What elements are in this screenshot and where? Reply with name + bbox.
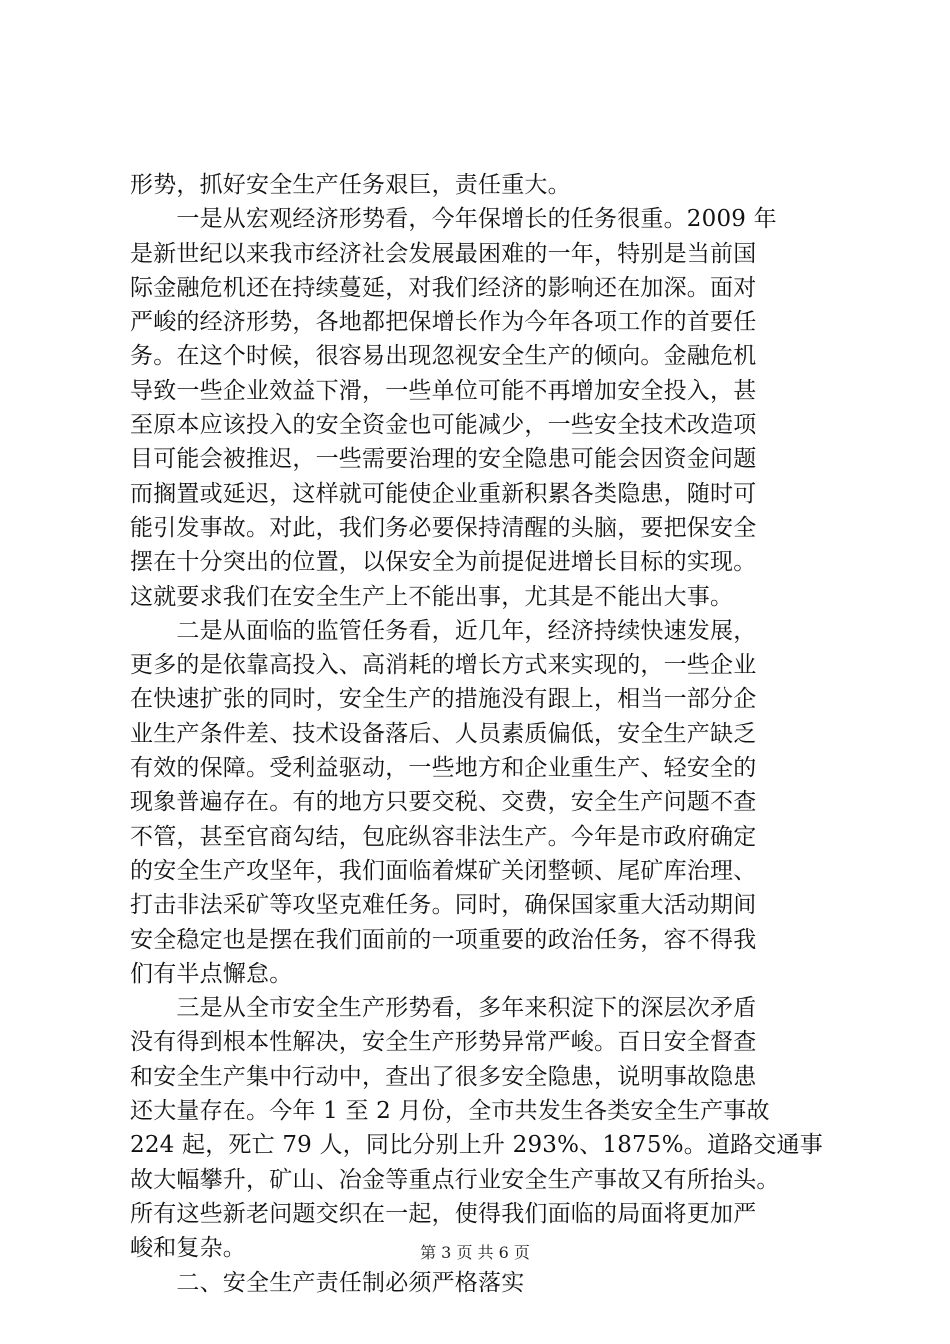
text-line: 所有这些新老问题交织在一起，使得我们面临的局面将更加严 — [130, 1200, 757, 1227]
text-line: 还大量存在。今年 1 至 2 月份，全市共发生各类安全生产事故 — [130, 1098, 770, 1125]
body-text — [130, 168, 830, 1300]
text-line: 和安全生产集中行动中，查出了很多安全隐患，说明事故隐患 — [130, 1063, 757, 1090]
text-line: 有效的保障。受利益驱动，一些地方和企业重生产、轻安全的 — [130, 755, 757, 782]
text-line: 一是从宏观经济形势看，今年保增长的任务很重。2009 年 — [130, 206, 777, 233]
text-line: 安全稳定也是摆在我们面前的一项重要的政治任务，容不得我 — [130, 926, 757, 953]
text-line: 目可能会被推迟，一些需要治理的安全隐患可能会因资金问题 — [130, 446, 757, 473]
text-line: 能引发事故。对此，我们务必要保持清醒的头脑，要把保安全 — [130, 514, 757, 541]
text-line: 是新世纪以来我市经济社会发展最困难的一年，特别是当前国 — [130, 240, 757, 267]
text-line: 业生产条件差、技术设备落后、人员素质偏低，安全生产缺乏 — [130, 720, 757, 747]
text-line: 现象普遍存在。有的地方只要交税、交费，安全生产问题不查 — [130, 789, 757, 816]
text-line: 际金融危机还在持续蔓延，对我们经济的影响还在加深。面对 — [130, 274, 757, 301]
text-line: 三是从全市安全生产形势看，多年来积淀下的深层次矛盾 — [130, 995, 757, 1022]
text-line: 故大幅攀升，矿山、冶金等重点行业安全生产事故又有所抬头。 — [130, 1166, 780, 1193]
text-line: 形势，抓好安全生产任务艰巨，责任重大。 — [130, 172, 571, 198]
text-line: 务。在这个时候，很容易出现忽视安全生产的倾向。金融危机 — [130, 343, 757, 370]
text-line: 的安全生产攻坚年，我们面临着煤矿关闭整顿、尾矿库治理、 — [130, 857, 757, 884]
section-heading: 二、安全生产责任制必须严格落实 — [130, 1269, 525, 1296]
text-line: 二是从面临的监管任务看，近几年，经济持续快速发展， — [130, 617, 757, 644]
text-line: 打击非法采矿等攻坚克难任务。同时，确保国家重大活动期间 — [130, 892, 757, 919]
text-line: 224 起，死亡 79 人，同比分别上升 293%、1875%。道路交通事 — [130, 1132, 823, 1159]
text-line: 峻和复杂。 — [130, 1235, 246, 1262]
text-line: 而搁置或延迟，这样就可能使企业重新积累各类隐患，随时可 — [130, 480, 757, 507]
text-line: 没有得到根本性解决，安全生产形势异常严峻。百日安全督查 — [130, 1029, 757, 1056]
text-line: 更多的是依靠高投入、高消耗的增长方式来实现的，一些企业 — [130, 652, 757, 679]
text-line: 摆在十分突出的位置，以保安全为前提促进增长目标的实现。 — [130, 549, 757, 576]
text-line: 至原本应该投入的安全资金也可能减少，一些安全技术改造项 — [130, 412, 757, 439]
text-line: 不管，甚至官商勾结，包庇纵容非法生产。今年是市政府确定 — [130, 823, 757, 850]
page-footer: 第 3 页 共 6 页 — [420, 1243, 530, 1262]
text-line: 导致一些企业效益下滑，一些单位可能不再增加安全投入，甚 — [130, 377, 757, 404]
text-line: 严峻的经济形势，各地都把保增长作为今年各项工作的首要任 — [130, 309, 757, 336]
text-line: 这就要求我们在安全生产上不能出事，尤其是不能出大事。 — [130, 583, 734, 610]
text-line: 们有半点懈怠。 — [130, 960, 293, 987]
text-line: 在快速扩张的同时，安全生产的措施没有跟上，相当一部分企 — [130, 686, 757, 713]
